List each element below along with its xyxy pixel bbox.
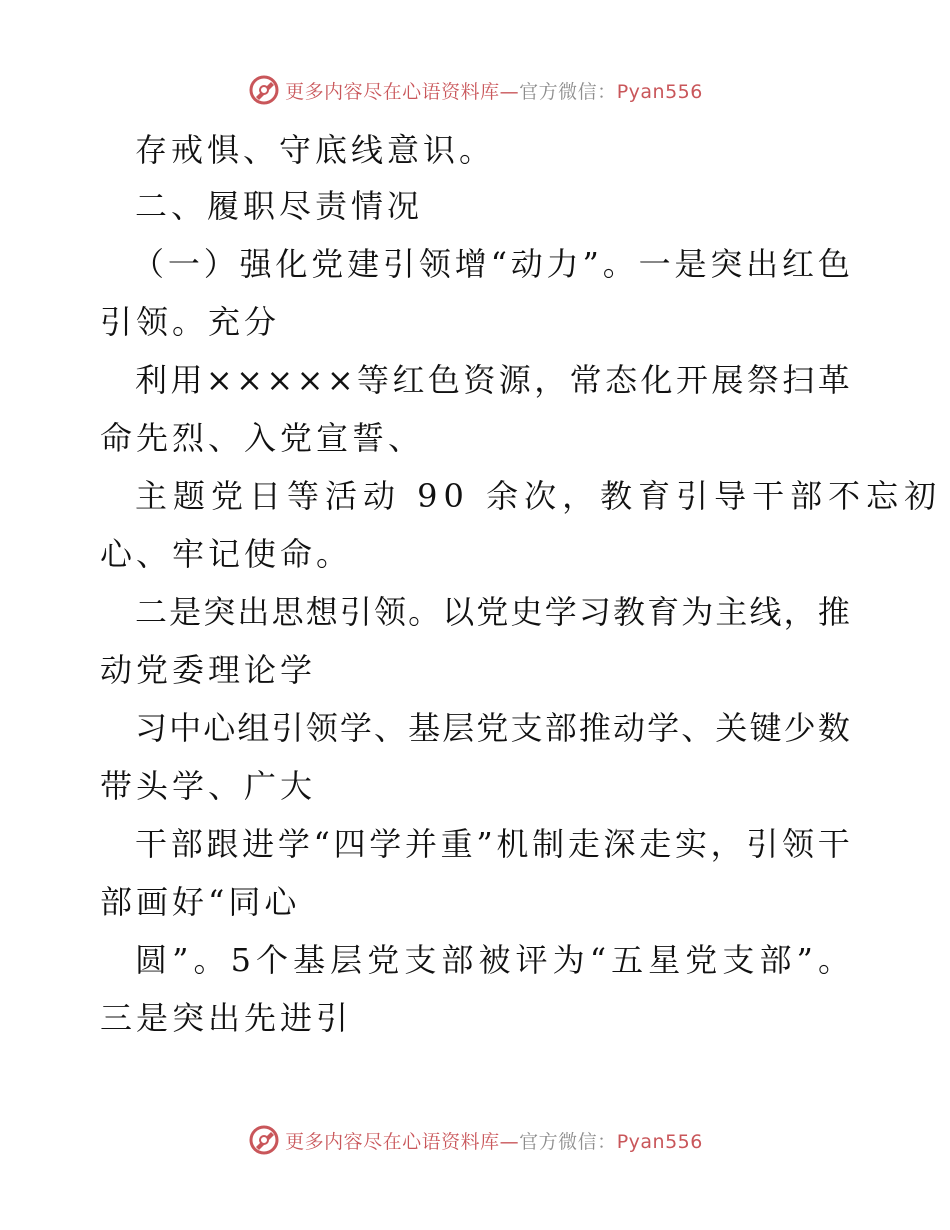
glyph: 党	[311, 245, 344, 283]
header-watermark	[0, 70, 950, 110]
glyph: （	[132, 245, 165, 283]
glyph: 引	[271, 709, 304, 747]
glyph: 5	[230, 941, 251, 979]
glyph: 开	[675, 361, 708, 399]
glyph: 线	[749, 593, 782, 631]
watermark-official: 官方微信：	[519, 1130, 617, 1153]
glyph: 部	[441, 941, 474, 979]
glyph: 基	[293, 941, 326, 979]
glyph: 资	[463, 361, 496, 399]
glyph: 支	[404, 941, 437, 979]
glyph: 育	[647, 593, 680, 631]
glyph: ×	[296, 361, 324, 399]
glyph: 圆	[135, 941, 168, 979]
glyph: 以	[442, 593, 475, 631]
glyph: 基	[408, 709, 441, 747]
glyph: 跟	[206, 825, 239, 863]
glyph: 为	[552, 941, 585, 979]
glyph: ×	[236, 361, 263, 399]
footer-watermark	[0, 1120, 950, 1160]
glyph: 一	[167, 245, 200, 283]
paragraph-line	[135, 824, 850, 864]
glyph: 一	[638, 245, 671, 283]
glyph: 四	[333, 825, 366, 863]
glyph: 关	[715, 709, 748, 747]
glyph: ×	[205, 361, 233, 399]
glyph: 源	[498, 361, 531, 399]
paragraph-line: 命先烈、入党宣誓、	[100, 419, 425, 457]
glyph: 习	[135, 709, 168, 747]
glyph: 制	[532, 825, 565, 863]
paragraph-line: 带头学、广大	[100, 767, 317, 805]
glyph: “	[589, 941, 607, 979]
glyph: 深	[603, 825, 636, 863]
glyph: 学	[544, 593, 577, 631]
watermark-main: 更多内容尽在心语资料库	[285, 80, 500, 103]
glyph: 力	[546, 245, 579, 283]
glyph: 、	[373, 709, 406, 747]
watermark-text	[285, 77, 703, 104]
glyph: 化	[640, 361, 673, 399]
glyph: 态	[605, 361, 638, 399]
glyph: 并	[404, 825, 437, 863]
glyph: 实	[674, 825, 707, 863]
glyph: 常	[569, 361, 602, 399]
paragraph-line: 三是突出先进引	[100, 999, 353, 1037]
glyph: 利	[135, 361, 168, 399]
glyph: ，	[710, 825, 743, 863]
glyph: ”	[582, 245, 599, 283]
paragraph-line: 引领。充分	[100, 303, 281, 341]
glyph: 星	[648, 941, 681, 979]
glyph: 展	[711, 361, 744, 399]
glyph: 史	[510, 593, 543, 631]
glyph: 。	[193, 941, 226, 979]
watermark-id: Pyan556	[616, 1130, 703, 1153]
glyph: 教	[612, 593, 645, 631]
glyph: 。	[408, 593, 441, 631]
glyph: ”	[476, 825, 493, 863]
glyph: 干	[817, 825, 850, 863]
section-heading: 二、履职尽责情况	[135, 187, 424, 225]
glyph: 推	[817, 593, 850, 631]
glyph: 引	[383, 245, 416, 283]
paragraph-line: 存戒惧、守底线意识。	[135, 131, 496, 169]
watermark-dash: —	[499, 80, 520, 103]
glyph: 部	[170, 825, 203, 863]
watermark-dash: —	[499, 1130, 520, 1153]
glyph: ”	[796, 941, 813, 979]
glyph: 心	[203, 709, 236, 747]
paragraph-line	[135, 708, 850, 748]
watermark-official: 官方微信：	[519, 80, 617, 103]
glyph: 数	[817, 709, 850, 747]
glyph: 走	[639, 825, 672, 863]
glyph: 为	[681, 593, 714, 631]
glyph: 干	[135, 825, 168, 863]
glyph: 思	[271, 593, 304, 631]
glyph: 党	[685, 941, 718, 979]
glyph: 出	[237, 593, 270, 631]
glyph: 、	[681, 709, 714, 747]
glyph: 用	[170, 361, 203, 399]
glyph: 是	[169, 593, 202, 631]
glyph: 主	[715, 593, 748, 631]
watermark-id: Pyan556	[616, 80, 703, 103]
logo-icon	[247, 73, 281, 107]
glyph: 进	[242, 825, 275, 863]
glyph: 等	[357, 361, 390, 399]
glyph: 引	[746, 825, 779, 863]
glyph: ×	[326, 361, 354, 399]
glyph: 。	[817, 941, 850, 979]
glyph: 部	[544, 709, 577, 747]
glyph: 推	[578, 709, 611, 747]
glyph: 支	[722, 941, 755, 979]
glyph: 键	[749, 709, 782, 747]
glyph: 领	[373, 593, 406, 631]
glyph: 中	[169, 709, 202, 747]
glyph: 建	[347, 245, 380, 283]
glyph: 。	[602, 245, 635, 283]
glyph: 出	[746, 245, 779, 283]
glyph: 想	[305, 593, 338, 631]
glyph: 学	[369, 825, 402, 863]
glyph: ，	[534, 361, 567, 399]
glyph: 化	[275, 245, 308, 283]
paragraph-line: 主题党日等活动 90 余次，教育引导干部不忘初	[135, 477, 943, 515]
paragraph-line	[132, 244, 850, 284]
glyph: 支	[510, 709, 543, 747]
glyph: 习	[578, 593, 611, 631]
glyph: 领	[782, 825, 815, 863]
glyph: 动	[510, 245, 543, 283]
glyph: 祭	[746, 361, 779, 399]
glyph: 组	[237, 709, 270, 747]
glyph: 红	[392, 361, 425, 399]
glyph: 突	[710, 245, 743, 283]
glyph: ，	[783, 593, 816, 631]
glyph: 革	[817, 361, 850, 399]
glyph: 学	[339, 709, 372, 747]
paragraph-line: 心、牢记使命。	[100, 535, 353, 573]
glyph: 领	[305, 709, 338, 747]
glyph: 党	[367, 941, 400, 979]
glyph: 评	[515, 941, 548, 979]
glyph: 被	[478, 941, 511, 979]
logo-icon	[247, 1123, 281, 1157]
glyph: 突	[203, 593, 236, 631]
paragraph-line	[135, 592, 850, 632]
glyph: ×	[266, 361, 294, 399]
paragraph-line: 动党委理论学	[100, 651, 317, 689]
glyph: 层	[330, 941, 363, 979]
glyph: 是	[674, 245, 707, 283]
glyph: 机	[496, 825, 529, 863]
watermark-main: 更多内容尽在心语资料库	[285, 1130, 500, 1153]
glyph: “	[490, 245, 507, 283]
glyph: 党	[476, 593, 509, 631]
glyph: 色	[427, 361, 460, 399]
glyph: 学	[277, 825, 310, 863]
glyph: 走	[567, 825, 600, 863]
glyph: 部	[759, 941, 792, 979]
glyph: 层	[442, 709, 475, 747]
glyph: 扫	[782, 361, 815, 399]
glyph: ）	[203, 245, 236, 283]
glyph: 强	[239, 245, 272, 283]
glyph: “	[313, 825, 330, 863]
glyph: 二	[135, 593, 168, 631]
paragraph-line	[135, 940, 850, 980]
glyph: 学	[647, 709, 680, 747]
glyph: 重	[440, 825, 473, 863]
glyph: 党	[476, 709, 509, 747]
glyph: 色	[817, 245, 850, 283]
glyph: 引	[339, 593, 372, 631]
glyph: 增	[454, 245, 487, 283]
glyph: 少	[783, 709, 816, 747]
glyph: 红	[782, 245, 815, 283]
glyph: 五	[611, 941, 644, 979]
glyph: ”	[172, 941, 189, 979]
glyph: 动	[612, 709, 645, 747]
glyph: 领	[418, 245, 451, 283]
glyph: 个	[256, 941, 289, 979]
paragraph-line: 部画好“同心	[100, 883, 301, 921]
watermark-text	[285, 1127, 703, 1154]
paragraph-line	[135, 360, 850, 400]
